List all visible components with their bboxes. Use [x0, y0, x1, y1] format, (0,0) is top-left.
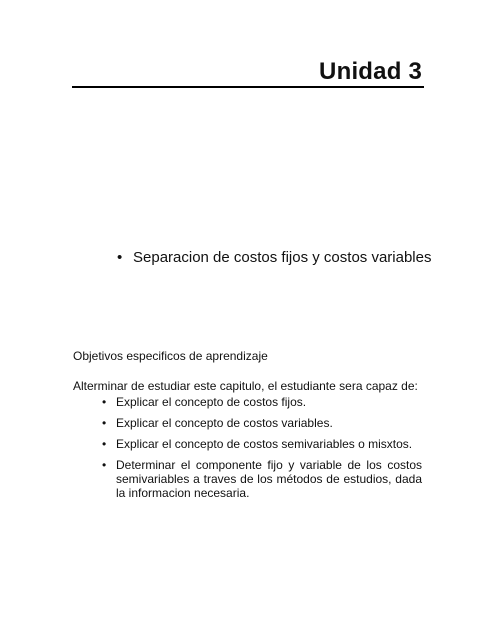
bullet-icon: •	[102, 416, 107, 430]
bullet-icon: •	[117, 249, 123, 266]
objectives-intro: Alterminar de estudiar este capitulo, el estudiante sera capaz de:	[73, 379, 418, 393]
topic-label: Separacion de costos fijos y costos variables	[133, 249, 432, 266]
bullet-icon: •	[102, 395, 107, 409]
objective-list	[101, 395, 422, 507]
objective-item	[101, 395, 422, 409]
unit-title: Unidad 3	[319, 58, 422, 85]
topic-item	[117, 249, 437, 266]
objective-item	[101, 416, 422, 430]
objective-text: Determinar el componente fijo y variable de los costos semivariables a traves de los métodos de estudios, dada la informacion necesaria.	[116, 458, 422, 500]
objective-text: Explicar el concepto de costos semivariables o misxtos.	[116, 437, 413, 451]
objective-text: Explicar el concepto de costos fijos.	[116, 395, 307, 409]
topic-list	[117, 249, 437, 266]
objective-item	[101, 437, 422, 451]
bullet-icon: •	[102, 458, 107, 472]
title-underline	[72, 86, 424, 88]
bullet-icon: •	[102, 437, 107, 451]
objective-item	[101, 458, 422, 500]
objectives-heading: Objetivos especificos de aprendizaje	[73, 349, 268, 363]
objective-text: Explicar el concepto de costos variables.	[116, 416, 333, 430]
